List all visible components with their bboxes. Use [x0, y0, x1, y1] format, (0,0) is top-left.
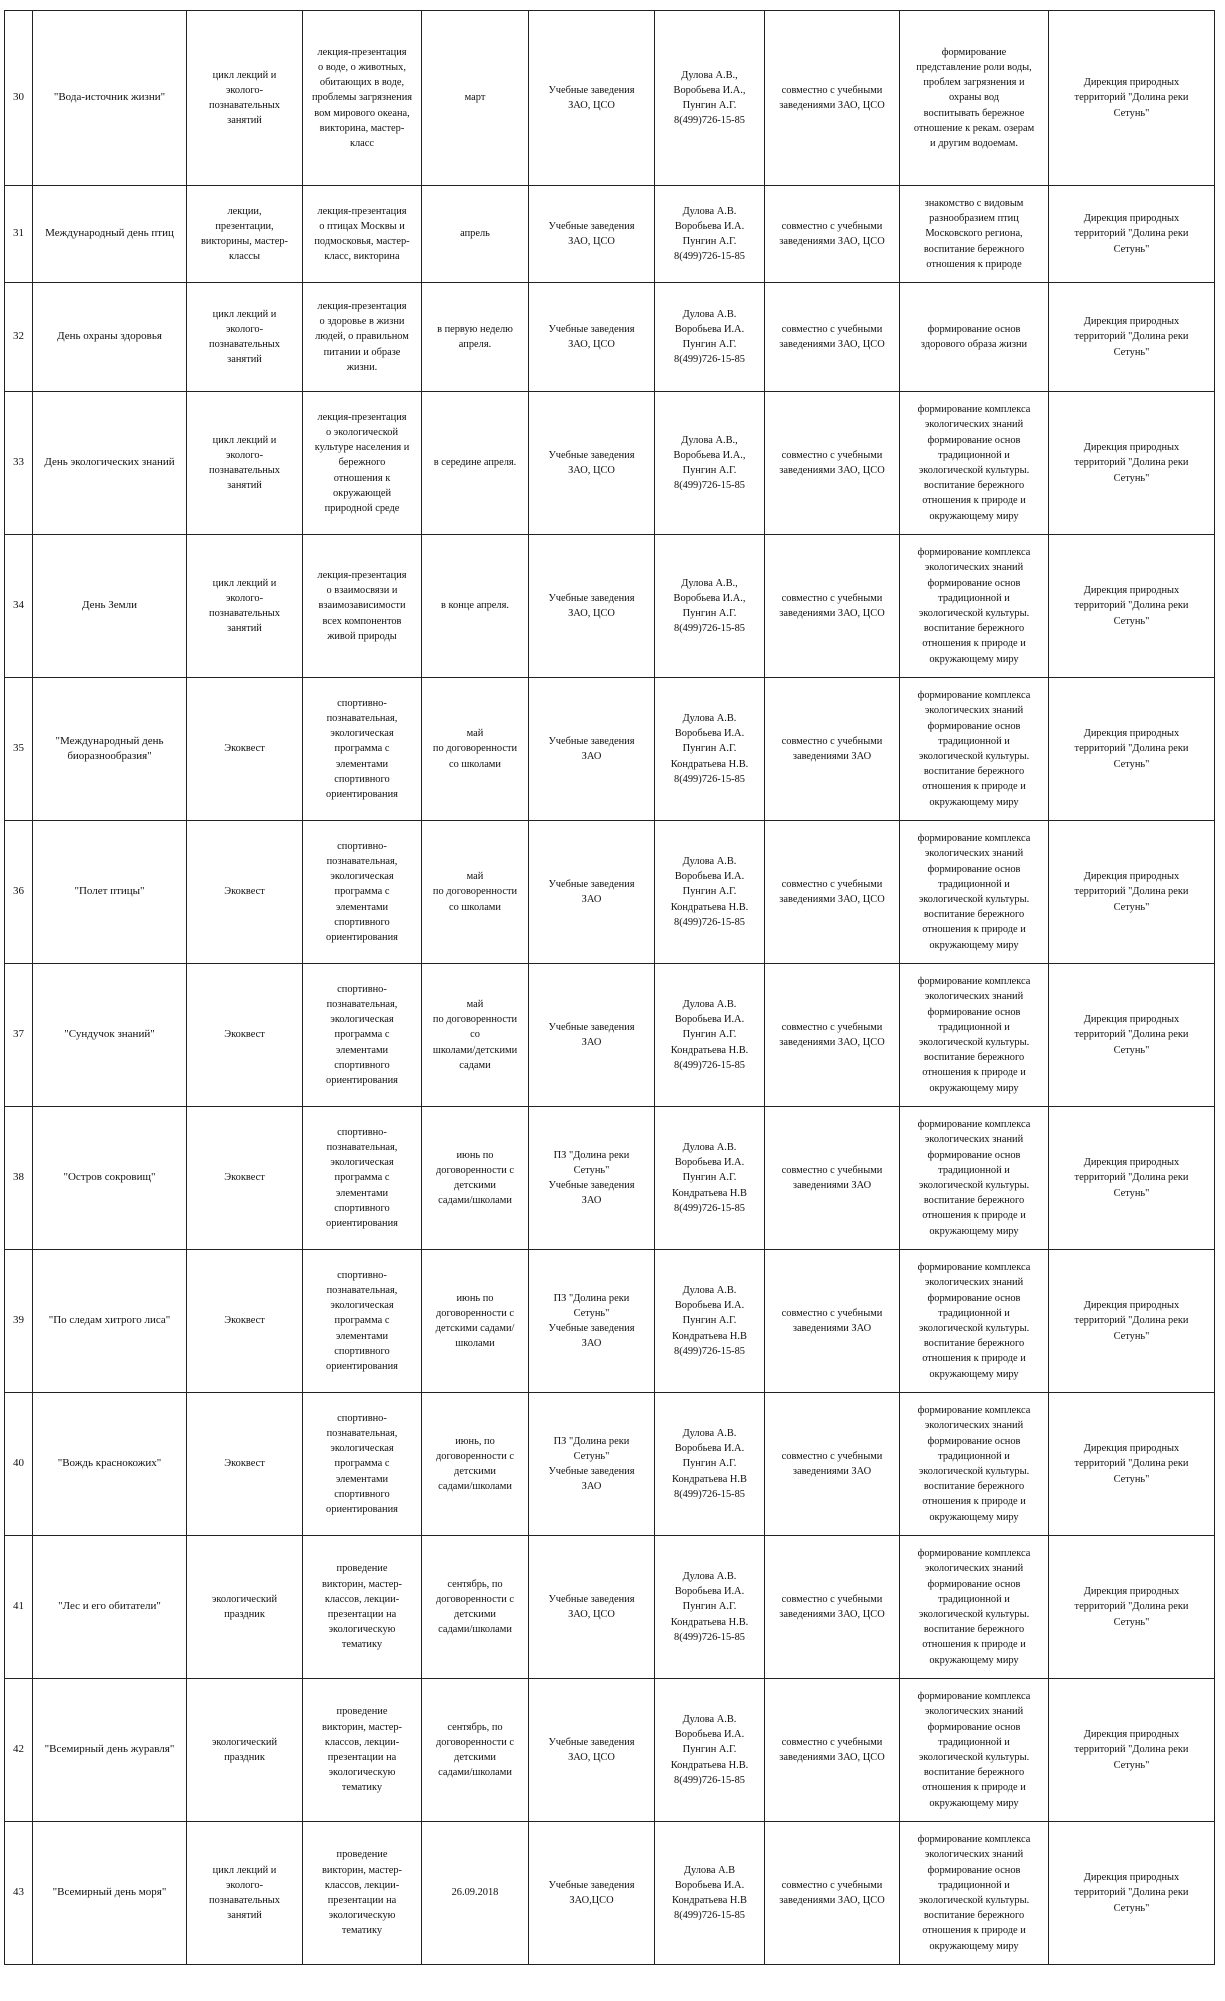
event-organizer: Дирекция природных территорий "Долина реки Сетунь"	[1049, 678, 1215, 821]
table-row	[5, 392, 1215, 535]
event-responsible: Дулова А.В., Воробьева И.А., Пунгин А.Г. 8(499)726-15-85	[655, 11, 765, 186]
event-goal: формирование основ здорового образа жизни	[900, 283, 1049, 392]
event-goal: формирование комплекса экологических знаний формирование основ традиционной и экологической культуры. воспитание бережного отношения к природе и окружающему миру	[900, 1107, 1049, 1250]
event-responsible: Дулова А.В. Воробьева И.А. Пунгин А.Г. Кондратьева Н.В. 8(499)726-15-85	[655, 1536, 765, 1679]
event-time: май по договоренности со школами	[422, 678, 529, 821]
event-form: Экоквест	[187, 1107, 303, 1250]
event-content: спортивно- познавательная, экологическая программа с элементами спортивного ориентирования	[303, 1250, 422, 1393]
event-name: "Сундучок знаний"	[33, 964, 187, 1107]
event-form: Экоквест	[187, 1393, 303, 1536]
row-number: 40	[5, 1393, 33, 1536]
row-number: 43	[5, 1822, 33, 1965]
event-participants: Учебные заведения ЗАО	[529, 821, 655, 964]
event-organizer: Дирекция природных территорий "Долина реки Сетунь"	[1049, 1107, 1215, 1250]
event-goal: знакомство с видовым разнообразием птиц Московского региона, воспитание бережного отношения к природе	[900, 186, 1049, 283]
event-goal: формирование комплекса экологических знаний формирование основ традиционной и экологической культуры. воспитание бережного отношения к природе и окружающему миру	[900, 964, 1049, 1107]
event-time: в конце апреля.	[422, 535, 529, 678]
event-participants: Учебные заведения ЗАО, ЦСО	[529, 186, 655, 283]
event-organizer: Дирекция природных территорий "Долина реки Сетунь"	[1049, 186, 1215, 283]
event-organizer: Дирекция природных территорий "Долина реки Сетунь"	[1049, 1393, 1215, 1536]
row-number: 41	[5, 1536, 33, 1679]
event-content: лекция-презентация о здоровье в жизни людей, о правильном питании и образе жизни.	[303, 283, 422, 392]
event-content: спортивно- познавательная, экологическая программа с элементами спортивного ориентирования	[303, 678, 422, 821]
event-partners: совместно с учебными заведениями ЗАО, ЦСО	[765, 1536, 900, 1679]
event-name: День охраны здоровья	[33, 283, 187, 392]
event-goal: формирование комплекса экологических знаний формирование основ традиционной и экологической культуры. воспитание бережного отношения к природе и окружающему миру	[900, 1250, 1049, 1393]
event-goal: формирование комплекса экологических знаний формирование основ традиционной и экологической культуры. воспитание бережного отношения к природе и окружающему миру	[900, 678, 1049, 821]
table-row	[5, 1536, 1215, 1679]
event-name: "Вождь краснокожих"	[33, 1393, 187, 1536]
row-number: 36	[5, 821, 33, 964]
table-row	[5, 186, 1215, 283]
event-responsible: Дулова А.В. Воробьева И.А. Пунгин А.Г. Кондратьева Н.В. 8(499)726-15-85	[655, 964, 765, 1107]
event-goal: формирование комплекса экологических знаний формирование основ традиционной и экологической культуры. воспитание бережного отношения к природе и окружающему миру	[900, 821, 1049, 964]
event-content: лекция-презентация о взаимосвязи и взаимозависимости всех компонентов живой природы	[303, 535, 422, 678]
event-name: "По следам хитрого лиса"	[33, 1250, 187, 1393]
event-form: лекции, презентации, викторины, мастер- классы	[187, 186, 303, 283]
event-time: сентябрь, по договоренности с детскими садами/школами	[422, 1679, 529, 1822]
event-goal: формирование комплекса экологических знаний формирование основ традиционной и экологической культуры. воспитание бережного отношения к природе и окружающему миру	[900, 1536, 1049, 1679]
row-number: 31	[5, 186, 33, 283]
event-participants: Учебные заведения ЗАО	[529, 678, 655, 821]
table-row	[5, 283, 1215, 392]
event-organizer: Дирекция природных территорий "Долина реки Сетунь"	[1049, 392, 1215, 535]
event-content: проведение викторин, мастер- классов, лекции- презентации на экологическую тематику	[303, 1679, 422, 1822]
event-content: лекция-презентация о воде, о животных, обитающих в воде, проблемы загрязнения вом мирового океана, викторина, мастер- класс	[303, 11, 422, 186]
event-participants: Учебные заведения ЗАО, ЦСО	[529, 1536, 655, 1679]
event-content: проведение викторин, мастер- классов, лекции- презентации на экологическую тематику	[303, 1536, 422, 1679]
event-organizer: Дирекция природных территорий "Долина реки Сетунь"	[1049, 283, 1215, 392]
event-responsible: Дулова А.В. Воробьева И.А. Пунгин А.Г. Кондратьева Н.В 8(499)726-15-85	[655, 1250, 765, 1393]
event-participants: ПЗ "Долина реки Сетунь" Учебные заведения ЗАО	[529, 1393, 655, 1536]
event-form: цикл лекций и эколого- познавательных занятий	[187, 535, 303, 678]
event-responsible: Дулова А.В., Воробьева И.А., Пунгин А.Г. 8(499)726-15-85	[655, 392, 765, 535]
event-content: спортивно- познавательная, экологическая программа с элементами спортивного ориентирования	[303, 821, 422, 964]
table-row	[5, 964, 1215, 1107]
table-row	[5, 1250, 1215, 1393]
row-number: 34	[5, 535, 33, 678]
event-name: "Всемирный день моря"	[33, 1822, 187, 1965]
event-partners: совместно с учебными заведениями ЗАО, ЦСО	[765, 964, 900, 1107]
event-time: март	[422, 11, 529, 186]
event-partners: совместно с учебными заведениями ЗАО, ЦСО	[765, 535, 900, 678]
row-number: 30	[5, 11, 33, 186]
event-partners: совместно с учебными заведениями ЗАО, ЦСО	[765, 11, 900, 186]
event-form: цикл лекций и эколого- познавательных занятий	[187, 11, 303, 186]
event-time: в первую неделю апреля.	[422, 283, 529, 392]
event-content: лекция-презентация о экологической культуре населения и бережного отношения к окружающей природной среде	[303, 392, 422, 535]
event-partners: совместно с учебными заведениями ЗАО, ЦСО	[765, 821, 900, 964]
event-organizer: Дирекция природных территорий "Долина реки Сетунь"	[1049, 1679, 1215, 1822]
events-table	[4, 10, 1215, 1965]
event-participants: Учебные заведения ЗАО, ЦСО	[529, 11, 655, 186]
event-content: спортивно- познавательная, экологическая программа с элементами спортивного ориентирования	[303, 964, 422, 1107]
row-number: 35	[5, 678, 33, 821]
event-responsible: Дулова А.В. Воробьева И.А. Пунгин А.Г. 8(499)726-15-85	[655, 186, 765, 283]
event-name: "Лес и его обитатели"	[33, 1536, 187, 1679]
event-form: Экоквест	[187, 1250, 303, 1393]
event-time: апрель	[422, 186, 529, 283]
row-number: 39	[5, 1250, 33, 1393]
event-participants: ПЗ "Долина реки Сетунь" Учебные заведения ЗАО	[529, 1250, 655, 1393]
event-organizer: Дирекция природных территорий "Долина реки Сетунь"	[1049, 964, 1215, 1107]
event-participants: Учебные заведения ЗАО, ЦСО	[529, 1679, 655, 1822]
event-name: "Остров сокровищ"	[33, 1107, 187, 1250]
event-organizer: Дирекция природных территорий "Долина реки Сетунь"	[1049, 821, 1215, 964]
event-time: в середине апреля.	[422, 392, 529, 535]
event-organizer: Дирекция природных территорий "Долина реки Сетунь"	[1049, 1250, 1215, 1393]
event-participants: ПЗ "Долина реки Сетунь" Учебные заведения ЗАО	[529, 1107, 655, 1250]
table-row	[5, 1107, 1215, 1250]
row-number: 42	[5, 1679, 33, 1822]
row-number: 33	[5, 392, 33, 535]
event-name: "Всемирный день журавля"	[33, 1679, 187, 1822]
table-row	[5, 678, 1215, 821]
table-row	[5, 535, 1215, 678]
event-form: цикл лекций и эколого- познавательных занятий	[187, 283, 303, 392]
event-form: экологический праздник	[187, 1679, 303, 1822]
event-name: "Вода-источник жизни"	[33, 11, 187, 186]
event-form: цикл лекций и эколого- познавательных занятий	[187, 1822, 303, 1965]
event-responsible: Дулова А.В. Воробьева И.А. Пунгин А.Г. Кондратьева Н.В. 8(499)726-15-85	[655, 678, 765, 821]
event-time: сентябрь, по договоренности с детскими садами/школами	[422, 1536, 529, 1679]
table-row	[5, 11, 1215, 186]
event-content: спортивно- познавательная, экологическая программа с элементами спортивного ориентирования	[303, 1393, 422, 1536]
event-partners: совместно с учебными заведениями ЗАО	[765, 1393, 900, 1536]
event-goal: формирование комплекса экологических знаний формирование основ традиционной и экологической культуры. воспитание бережного отношения к природе и окружающему миру	[900, 535, 1049, 678]
table-row	[5, 821, 1215, 964]
table-row	[5, 1679, 1215, 1822]
event-form: Экоквест	[187, 964, 303, 1107]
event-goal: формирование комплекса экологических знаний формирование основ традиционной и экологической культуры. воспитание бережного отношения к природе и окружающему миру	[900, 392, 1049, 535]
event-time: июнь, по договоренности с детскими садами/школами	[422, 1393, 529, 1536]
event-time: июнь по договоренности с детскими садами/школами	[422, 1107, 529, 1250]
event-content: лекция-презентация о птицах Москвы и подмосковья, мастер- класс, викторина	[303, 186, 422, 283]
event-form: Экоквест	[187, 678, 303, 821]
event-time: июнь по договоренности с детскими садами/ школами	[422, 1250, 529, 1393]
event-organizer: Дирекция природных территорий "Долина реки Сетунь"	[1049, 11, 1215, 186]
event-participants: Учебные заведения ЗАО	[529, 964, 655, 1107]
event-name: День экологических знаний	[33, 392, 187, 535]
event-participants: Учебные заведения ЗАО, ЦСО	[529, 392, 655, 535]
event-form: Экоквест	[187, 821, 303, 964]
event-goal: формирование комплекса экологических знаний формирование основ традиционной и экологической культуры. воспитание бережного отношения к природе и окружающему миру	[900, 1822, 1049, 1965]
row-number: 38	[5, 1107, 33, 1250]
event-partners: совместно с учебными заведениями ЗАО, ЦСО	[765, 1679, 900, 1822]
event-name: "Полет птицы"	[33, 821, 187, 964]
event-participants: Учебные заведения ЗАО, ЦСО	[529, 535, 655, 678]
event-responsible: Дулова А.В. Воробьева И.А. Пунгин А.Г. 8(499)726-15-85	[655, 283, 765, 392]
event-partners: совместно с учебными заведениями ЗАО	[765, 1250, 900, 1393]
event-partners: совместно с учебными заведениями ЗАО, ЦСО	[765, 283, 900, 392]
event-name: День Земли	[33, 535, 187, 678]
row-number: 32	[5, 283, 33, 392]
event-time: май по договоренности со школами	[422, 821, 529, 964]
event-goal: формирование комплекса экологических знаний формирование основ традиционной и экологической культуры. воспитание бережного отношения к природе и окружающему миру	[900, 1679, 1049, 1822]
event-partners: совместно с учебными заведениями ЗАО, ЦСО	[765, 392, 900, 535]
table-row	[5, 1822, 1215, 1965]
event-partners: совместно с учебными заведениями ЗАО, ЦСО	[765, 1822, 900, 1965]
event-time: 26.09.2018	[422, 1822, 529, 1965]
event-organizer: Дирекция природных территорий "Долина реки Сетунь"	[1049, 1822, 1215, 1965]
event-form: цикл лекций и эколого- познавательных занятий	[187, 392, 303, 535]
event-form: экологический праздник	[187, 1536, 303, 1679]
event-partners: совместно с учебными заведениями ЗАО, ЦСО	[765, 186, 900, 283]
event-name: Международный день птиц	[33, 186, 187, 283]
event-responsible: Дулова А.В. Воробьева И.А. Пунгин А.Г. Кондратьева Н.В 8(499)726-15-85	[655, 1107, 765, 1250]
event-responsible: Дулова А.В. Воробьева И.А. Пунгин А.Г. Кондратьева Н.В. 8(499)726-15-85	[655, 821, 765, 964]
event-content: проведение викторин, мастер- классов, лекции- презентации на экологическую тематику	[303, 1822, 422, 1965]
event-partners: совместно с учебными заведениями ЗАО	[765, 678, 900, 821]
event-participants: Учебные заведения ЗАО,ЦСО	[529, 1822, 655, 1965]
event-goal: формирование представление роли воды, проблем загрязнения и охраны вод воспитывать бережное отношение к рекам. озерам и другим водоемам.	[900, 11, 1049, 186]
event-participants: Учебные заведения ЗАО, ЦСО	[529, 283, 655, 392]
event-partners: совместно с учебными заведениями ЗАО	[765, 1107, 900, 1250]
event-organizer: Дирекция природных территорий "Долина реки Сетунь"	[1049, 535, 1215, 678]
event-time: май по договоренности со школами/детскими садами	[422, 964, 529, 1107]
row-number: 37	[5, 964, 33, 1107]
event-name: "Международный день биоразнообразия"	[33, 678, 187, 821]
event-responsible: Дулова А.В. Воробьева И.А. Пунгин А.Г. Кондратьева Н.В 8(499)726-15-85	[655, 1393, 765, 1536]
event-organizer: Дирекция природных территорий "Долина реки Сетунь"	[1049, 1536, 1215, 1679]
event-content: спортивно- познавательная, экологическая программа с элементами спортивного ориентирования	[303, 1107, 422, 1250]
event-responsible: Дулова А.В., Воробьева И.А., Пунгин А.Г. 8(499)726-15-85	[655, 535, 765, 678]
event-responsible: Дулова А.В. Воробьева И.А. Пунгин А.Г. Кондратьева Н.В. 8(499)726-15-85	[655, 1679, 765, 1822]
table-row	[5, 1393, 1215, 1536]
event-responsible: Дулова А.В Воробьева И.А. Кондратьева Н.В 8(499)726-15-85	[655, 1822, 765, 1965]
event-goal: формирование комплекса экологических знаний формирование основ традиционной и экологической культуры. воспитание бережного отношения к природе и окружающему миру	[900, 1393, 1049, 1536]
